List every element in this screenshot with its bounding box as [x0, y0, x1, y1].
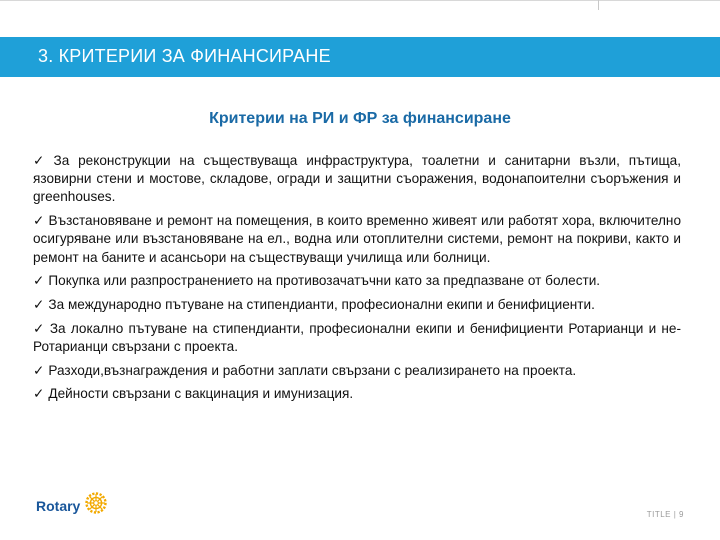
- list-item: [33, 212, 681, 267]
- list-item-text: За локално пътуване на стипендианти, професионални екипи и бенифициенти Ротарианци и не-Ротарианци свързани с проекта.: [33, 320, 681, 354]
- checkmark-icon: ✓: [33, 386, 45, 402]
- criteria-list: [33, 152, 681, 409]
- footer-label: TITLE: [646, 510, 671, 519]
- list-item: [33, 385, 681, 403]
- list-item-text: За реконструкции на съществуваща инфраструктура, тоалетни и санитарни възли, пътища, язовирни стени и мостове, складове, огради и защитни съоражения, водонапоителни съоръжения и greenhouses.: [33, 153, 681, 205]
- top-tick: [598, 0, 599, 10]
- list-item: [33, 152, 681, 207]
- slide-subtitle: Критерии на РИ и ФР за финансиране: [209, 110, 511, 127]
- list-item-text: За международно пътуване на стипендианти, професионални екипи и бенифициенти.: [48, 296, 595, 312]
- footer-separator: |: [673, 510, 677, 519]
- checkmark-icon: ✓: [33, 296, 45, 312]
- list-item: [33, 296, 681, 314]
- checkmark-icon: ✓: [33, 153, 50, 168]
- top-rule: [0, 0, 720, 1]
- list-item: [33, 362, 681, 380]
- slide-footer: [647, 510, 684, 519]
- checkmark-icon: ✓: [33, 213, 45, 229]
- page-number: 9: [679, 510, 684, 519]
- checkmark-icon: ✓: [33, 362, 45, 378]
- checkmark-icon: ✓: [33, 320, 46, 336]
- rotary-wordmark: Rotary: [36, 498, 81, 514]
- list-item: [33, 320, 681, 356]
- list-item-text: Дейности свързани с вакцинация и имунизация.: [48, 386, 354, 402]
- list-item-text: Разходи,възнаграждения и работни заплати свързани с реализирането на проекта.: [48, 362, 577, 378]
- list-item-text: Възстановяване и ремонт на помещения, в които временно живеят или работят хора, включително осигуряване или възстановяване на ел., водна или отоплителни системи, ремонт на покриви, както и ремонт на баните и асансьори на съществуващи училища или болници.: [33, 213, 681, 265]
- header-bar: [0, 37, 720, 77]
- list-item: [33, 272, 681, 290]
- slide-title: 3. КРИТЕРИИ ЗА ФИНАНСИРАНЕ: [38, 46, 331, 66]
- rotary-wheel-icon: [84, 491, 108, 515]
- list-item-text: Покупка или разпространението на противозачатъчни като за предпазване от болести.: [48, 273, 601, 289]
- checkmark-icon: ✓: [33, 273, 45, 289]
